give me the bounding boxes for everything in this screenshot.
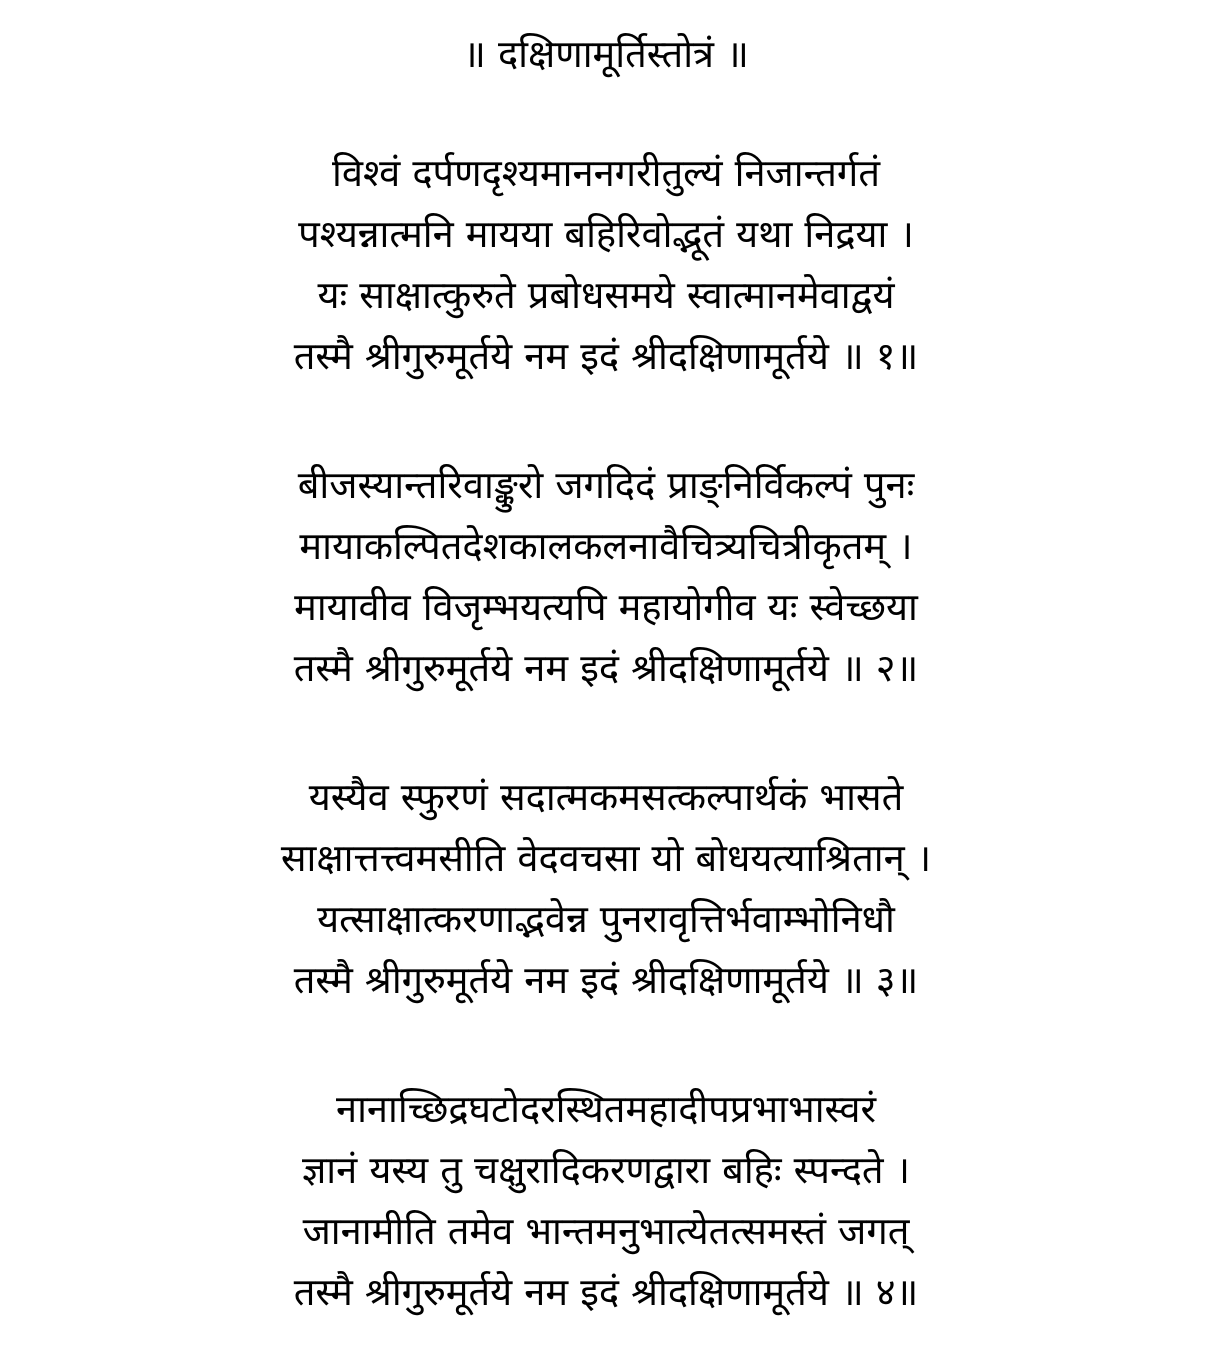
verse-refrain: तस्मै श्रीगुरुमूर्तये नम इदं श्रीदक्षिणामूर्तये ॥ ४॥ [293, 1270, 919, 1314]
verse-line: यत्साक्षात्करणाद्भवेन्न पुनरावृत्तिर्भवाम्भोनिधौ [317, 897, 895, 941]
verse-4 [0, 1079, 1212, 1323]
verse-line: बीजस्यान्तरिवाङ्कुरो जगदिदं प्राङ्निर्विकल्पं पुनः [297, 463, 915, 507]
verse-line: जानामीति तमेव भान्तमनुभात्येतत्समस्तं जगत् [302, 1209, 910, 1253]
verse-3 [0, 767, 1212, 1011]
verse-line: साक्षात्तत्त्वमसीति वेदवचसा यो बोधयत्याश्रितान् । [280, 836, 932, 880]
verse-line: पश्यन्नात्मनि मायया बहिरिवोद्भूतं यथा निद्रया । [298, 212, 914, 256]
verse-line: मायावीव विजृम्भयत्यपि महायोगीव यः स्वेच्छया [294, 585, 918, 629]
verse-line: यस्यैव स्फुरणं सदात्मकमसत्कल्पार्थकं भासते [308, 775, 904, 819]
verse-line: ज्ञानं यस्य तु चक्षुरादिकरणद्वारा बहिः स्पन्दते । [301, 1148, 911, 1192]
verse-2 [0, 455, 1212, 699]
verse-line: नानाच्छिद्रघटोदरस्थितमहादीपप्रभाभास्वरं [335, 1087, 877, 1131]
verse-refrain: तस्मै श्रीगुरुमूर्तये नम इदं श्रीदक्षिणामूर्तये ॥ २॥ [293, 646, 919, 690]
verse-refrain: तस्मै श्रीगुरुमूर्तये नम इदं श्रीदक्षिणामूर्तये ॥ ३॥ [293, 958, 919, 1002]
verse-1 [0, 143, 1212, 387]
verse-refrain: तस्मै श्रीगुरुमूर्तये नम इदं श्रीदक्षिणामूर्तये ॥ १॥ [293, 334, 919, 378]
verse-line: विश्वं दर्पणदृश्यमाननगरीतुल्यं निजान्तर्गतं [332, 151, 880, 195]
verse-line: मायाकल्पितदेशकालकलनावैचित्र्यचित्रीकृतम् । [299, 524, 913, 568]
verse-line: यः साक्षात्कुरुते प्रबोधसमये स्वात्मानमेवाद्वयं [317, 273, 895, 317]
stotra-title: ॥ दक्षिणामूर्तिस्तोत्रं ॥ [463, 32, 749, 76]
